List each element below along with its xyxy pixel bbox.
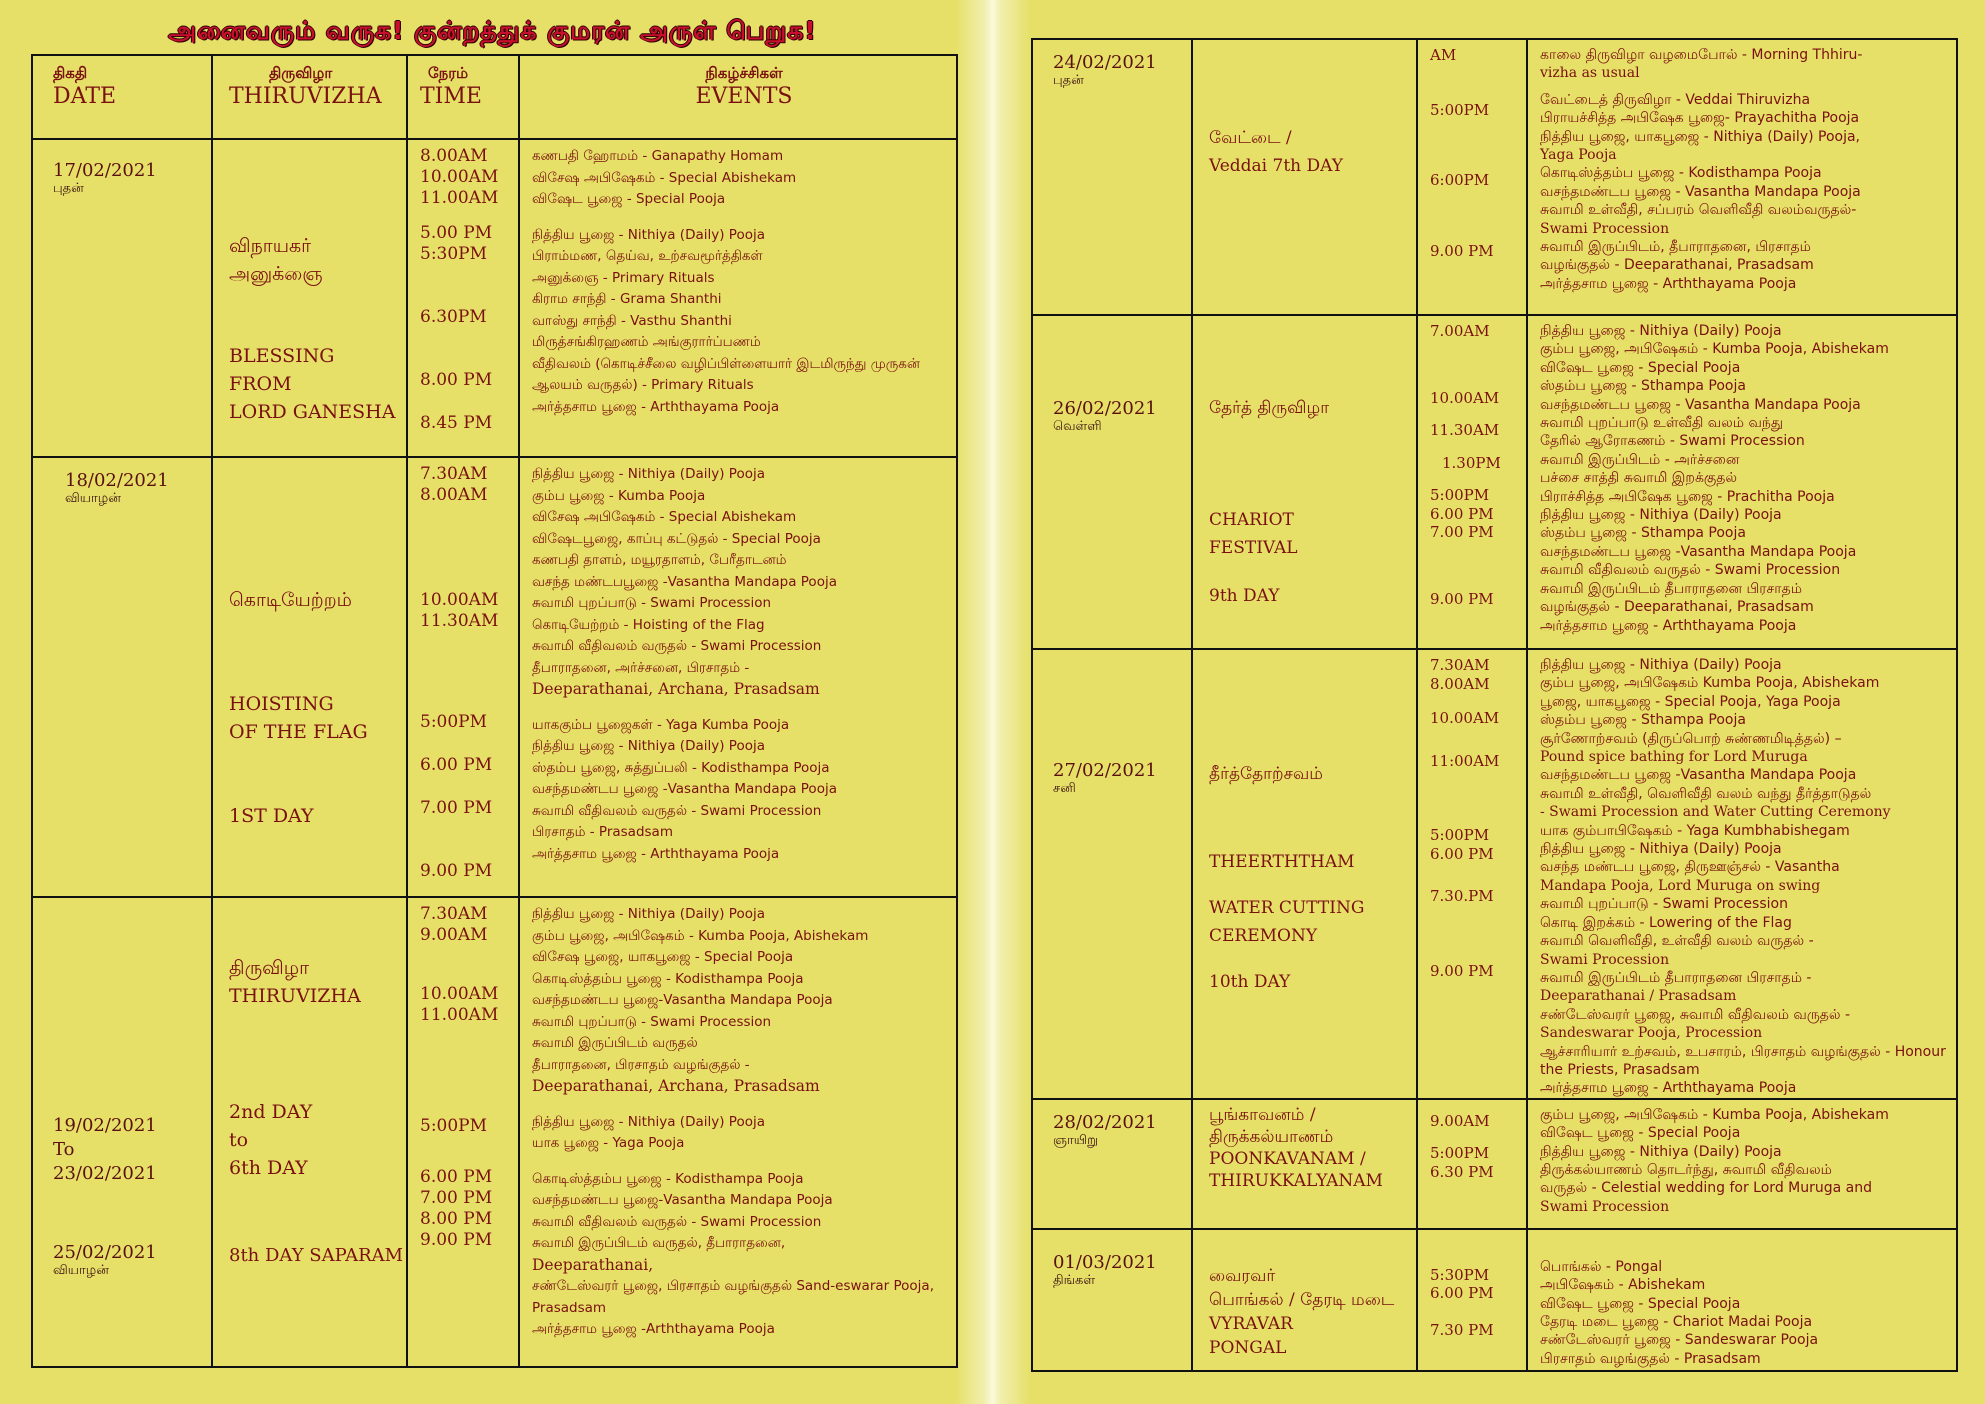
row-times: AM 5:00PM 6:00PM 9.00 PM bbox=[1417, 39, 1527, 315]
header-events: நிகழ்ச்சிகள் EVENTS bbox=[519, 55, 957, 139]
row-events: நித்திய பூஜை - Nithiya (Daily) Pooja கும்ப பூஜை, அபிஷேகம் Kumba Pooja, Abishekam பூஜை, யாகபூஜை - Special Pooja, Yaga Pooja ஸ்தம்ப பூஜை - Sthampa Pooja சூர்ணோற்சவம் (திருப்பொற் சுண்ணமிடித்தல்) – Pound spice bathing for Lord Muruga வசந்தமண்டப பூஜை -Vasantha Mandapa Pooja சுவாமி உள்வீதி, வெளிவீதி வலம் வந்து தீர்த்தாடுதல் - Swami Procession and Water Cutting Ceremony யாக கும்பாபிஷேகம் - Yaga Kumbhabishegam நித்திய பூஜை - Nithiya (Daily) Pooja வசந்த மண்டப பூஜை, திருஊஞ்சல் - Vasantha Mandapa Pooja, Lord Muruga on swing சுவாமி புறப்பாடு - Swami Procession கொடி இறக்கம் - Lowering of the Flag சுவாமி வெளிவீதி, உள்வீதி வலம் வருதல் - Swami Procession சுவாமி இருப்பிடம் தீபாராதனை பிரசாதம் - Deeparathanai / Prasadsam சண்டேஸ்வரர் பூஜை, சுவாமி வீதிவலம் வருதல் - Sandeswarar Pooja, Procession ஆச்சாரியார் உற்சவம், உபசாரம், பிரசாதம் வழங்குதல் - Honour the Priests, Prasadsam அர்த்தசாம பூஜை - Arththayama Pooja bbox=[1527, 649, 1957, 1099]
row-date: 01/03/2021 திங்கள் bbox=[1032, 1229, 1192, 1371]
row-times: 7.30AM 9.00AM 10.00AM 11.00AM 5:00PM 6.00 PM 7.00 PM 8.00 PM 9.00 PM bbox=[407, 897, 519, 1367]
row-events: கணபதி ஹோமம் - Ganapathy Homam விசேஷ அபிஷேகம் - Special Abishekam விஷேட பூஜை - Special Pooja நித்திய பூஜை - Nithiya (Daily) Pooja பிராம்மண, தெய்வ, உற்சவமூர்த்திகள் அனுக்ஞை - Primary Rituals கிராம சாந்தி - Grama Shanthi வாஸ்து சாந்தி - Vasthu Shanthi மிருத்சங்கிரஹணம் அங்குரார்ப்பணம் வீதிவலம் (கொடிச்சீலை வழிப்பிள்ளையார் இடமிருந்து முருகன் ஆலயம் வருதல்) - Primary Rituals அர்த்தசாம பூஜை - Arththayama Pooja bbox=[519, 139, 957, 457]
header-time: நேரம் TIME bbox=[407, 55, 519, 139]
row-times: 9.00AM 5:00PM 6.30 PM bbox=[1417, 1099, 1527, 1229]
row-date: 24/02/2021 புதன் bbox=[1032, 39, 1192, 315]
row-date: 27/02/2021 சனி bbox=[1032, 649, 1192, 1099]
row-events: நித்திய பூஜை - Nithiya (Daily) Pooja கும்ப பூஜை - Kumba Pooja விசேஷ அபிஷேகம் - Special Abishekam விஷேடபூஜை, காப்பு கட்டுதல் - Special Pooja கணபதி தாளம், மயூரதாளம், பேரீதாடனம் வசந்த மண்டபபூஜை -Vasantha Mandapa Pooja சுவாமி புறப்பாடு - Swami Procession கொடியேற்றம் - Hoisting of the Flag சுவாமி வீதிவலம் வருதல் - Swami Procession தீபாராதனை, அர்ச்சனை, பிரசாதம் - Deeparathanai, Archana, Prasadsam யாககும்ப பூஜைகள் - Yaga Kumba Pooja நித்திய பூஜை - Nithiya (Daily) Pooja ஸ்தம்ப பூஜை, சுத்துப்பலி - Kodisthampa Pooja வசந்தமண்டப பூஜை -Vasantha Mandapa Pooja சுவாமி வீதிவலம் வருதல் - Swami Procession பிரசாதம் - Prasadsam அர்த்தசாம பூஜை - Arththayama Pooja bbox=[519, 457, 957, 897]
header-thiruvizha: திருவிழா THIRUVIZHA bbox=[212, 55, 407, 139]
header-date: திகதி DATE bbox=[32, 55, 212, 139]
row-events: நித்திய பூஜை - Nithiya (Daily) Pooja கும்ப பூஜை, அபிஷேகம் - Kumba Pooja, Abishekam விசேஷ பூஜை, யாகபூஜை - Special Pooja கொடிஸ்த்தம்ப பூஜை - Kodisthampa Pooja வசந்தமண்டப பூஜை-Vasantha Mandapa Pooja சுவாமி புறப்பாடு - Swami Procession சுவாமி இருப்பிடம் வருதல் தீபாராதனை, பிரசாதம் வழங்குதல் - Deeparathanai, Archana, Prasadsam நித்திய பூஜை - Nithiya (Daily) Pooja யாக பூஜை - Yaga Pooja கொடிஸ்த்தம்ப பூஜை - Kodisthampa Pooja வசந்தமண்டப பூஜை-Vasantha Mandapa Pooja சுவாமி வீதிவலம் வருதல் - Swami Procession சுவாமி இருப்பிடம் வருதல், தீபாராதனை, Deeparathanai, சண்டேஸ்வரர் பூஜை, பிரசாதம் வழங்குதல் Sand-eswarar Pooja, Prasadsam அர்த்தசாம பூஜை -Arththayama Pooja bbox=[519, 897, 957, 1367]
row-name: தேர்த் திருவிழா CHARIOT FESTIVAL 9th DAY bbox=[1192, 315, 1417, 649]
table-row bbox=[1032, 315, 1957, 649]
row-events: பொங்கல் - Pongal அபிஷேகம் - Abishekam விஷேட பூஜை - Special Pooja தேரடி மடை பூஜை - Chariot Madai Pooja சண்டேஸ்வரர் பூஜை - Sandeswarar Pooja பிரசாதம் வழங்குதல் - Prasadsam bbox=[1527, 1229, 1957, 1371]
row-name: கொடியேற்றம் HOISTING OF THE FLAG 1ST DAY bbox=[212, 457, 407, 897]
row-events: கும்ப பூஜை, அபிஷேகம் - Kumba Pooja, Abishekam விஷேட பூஜை - Special Pooja நித்திய பூஜை - Nithiya (Daily) Pooja திருக்கல்யாணம் தொடர்ந்து, சுவாமி வீதிவலம் வருதல் - Celestial wedding for Lord Muruga and Swami Procession bbox=[1527, 1099, 1957, 1229]
row-name: தீர்த்தோற்சவம் THEERTHTHAM WATER CUTTING CEREMONY 10th DAY bbox=[1192, 649, 1417, 1099]
row-events: காலை திருவிழா வழமைபோல் - Morning Thhiru- vizha as usual வேட்டைத் திருவிழா - Veddai Thiruvizha பிராயச்சித்த அபிஷேக பூஜை- Prayachitha Pooja நித்திய பூஜை, யாகபூஜை - Nithiya (Daily) Pooja, Yaga Pooja கொடிஸ்த்தம்ப பூஜை - Kodisthampa Pooja வசந்தமண்டப பூஜை - Vasantha Mandapa Pooja சுவாமி உள்வீதி, சப்பரம் வெளிவீதி வலம்வருதல்- Swami Procession சுவாமி இருப்பிடம், தீபாராதனை, பிரசாதம் வழங்குதல் - Deeparathanai, Prasadsam அர்த்தசாம பூஜை - Arththayama Pooja bbox=[1527, 39, 1957, 315]
table-row bbox=[1032, 1229, 1957, 1371]
table-row bbox=[32, 457, 957, 897]
schedule-table-right bbox=[1031, 38, 1958, 1372]
page-fold bbox=[955, 0, 1030, 1404]
schedule-table-left bbox=[31, 54, 958, 1368]
row-times: 7.30AM 8.00AM 10.00AM 11:00AM 5:00PM 6.00 PM 7.30.PM 9.00 PM bbox=[1417, 649, 1527, 1099]
row-times: 8.00AM 10.00AM 11.00AM 5.00 PM 5:30PM 6.30PM 8.00 PM 8.45 PM bbox=[407, 139, 519, 457]
row-name: விநாயகர் அனுக்ஞை BLESSING FROM LORD GANESHA bbox=[212, 139, 407, 457]
table-row bbox=[1032, 649, 1957, 1099]
row-times: 5:30PM 6.00 PM 7.30 PM bbox=[1417, 1229, 1527, 1371]
row-name: வைரவர் பொங்கல் / தேரடி மடை VYRAVAR PONGAL bbox=[1192, 1229, 1417, 1371]
row-name: பூங்காவனம் / திருக்கல்யாணம் POONKAVANAM / THIRUKKALYANAM bbox=[1192, 1099, 1417, 1229]
row-date: 26/02/2021 வெள்ளி bbox=[1032, 315, 1192, 649]
banner-title: அனைவரும் வருக! குன்றத்துக் குமரன் அருள் பெறுக! bbox=[168, 16, 817, 45]
table-header bbox=[32, 55, 957, 139]
row-date: 28/02/2021 ஞாயிறு bbox=[1032, 1099, 1192, 1229]
row-name: திருவிழா THIRUVIZHA 2nd DAY to 6th DAY 8th DAY SAPARAM bbox=[212, 897, 407, 1367]
table-row bbox=[1032, 39, 1957, 315]
table-row bbox=[1032, 1099, 1957, 1229]
row-date: 18/02/2021 வியாழன் bbox=[32, 457, 212, 897]
row-date: 19/02/2021 To 23/02/2021 25/02/2021 வியாழன் bbox=[32, 897, 212, 1367]
table-row bbox=[32, 139, 957, 457]
row-events: நித்திய பூஜை - Nithiya (Daily) Pooja கும்ப பூஜை, அபிஷேகம் - Kumba Pooja, Abishekam விஷேட பூஜை - Special Pooja ஸ்தம்ப பூஜை - Sthampa Pooja வசந்தமண்டப பூஜை - Vasantha Mandapa Pooja சுவாமி புறப்பாடு உள்வீதி வலம் வந்து தேரில் ஆரோகணம் - Swami Procession சுவாமி இருப்பிடம் - அர்ச்சனை பச்சை சாத்தி சுவாமி இறக்குதல் பிராச்சித்த அபிஷேக பூஜை - Prachitha Pooja நித்திய பூஜை - Nithiya (Daily) Pooja ஸ்தம்ப பூஜை - Sthampa Pooja வசந்தமண்டப பூஜை -Vasantha Mandapa Pooja சுவாமி வீதிவலம் வருதல் - Swami Procession சுவாமி இருப்பிடம் தீபாராதனை பிரசாதம் வழங்குதல் - Deeparathanai, Prasadsam அர்த்தசாம பூஜை - Arththayama Pooja bbox=[1527, 315, 1957, 649]
row-date: 17/02/2021 புதன் bbox=[32, 139, 212, 457]
table-row bbox=[32, 897, 957, 1367]
row-times: 7.00AM 10.00AM 11.30AM 1.30PM 5:00PM 6.00 PM 7.00 PM 9.00 PM bbox=[1417, 315, 1527, 649]
row-times: 7.30AM 8.00AM 10.00AM 11.30AM 5:00PM 6.00 PM 7.00 PM 9.00 PM bbox=[407, 457, 519, 897]
row-name: வேட்டை / Veddai 7th DAY bbox=[1192, 39, 1417, 315]
